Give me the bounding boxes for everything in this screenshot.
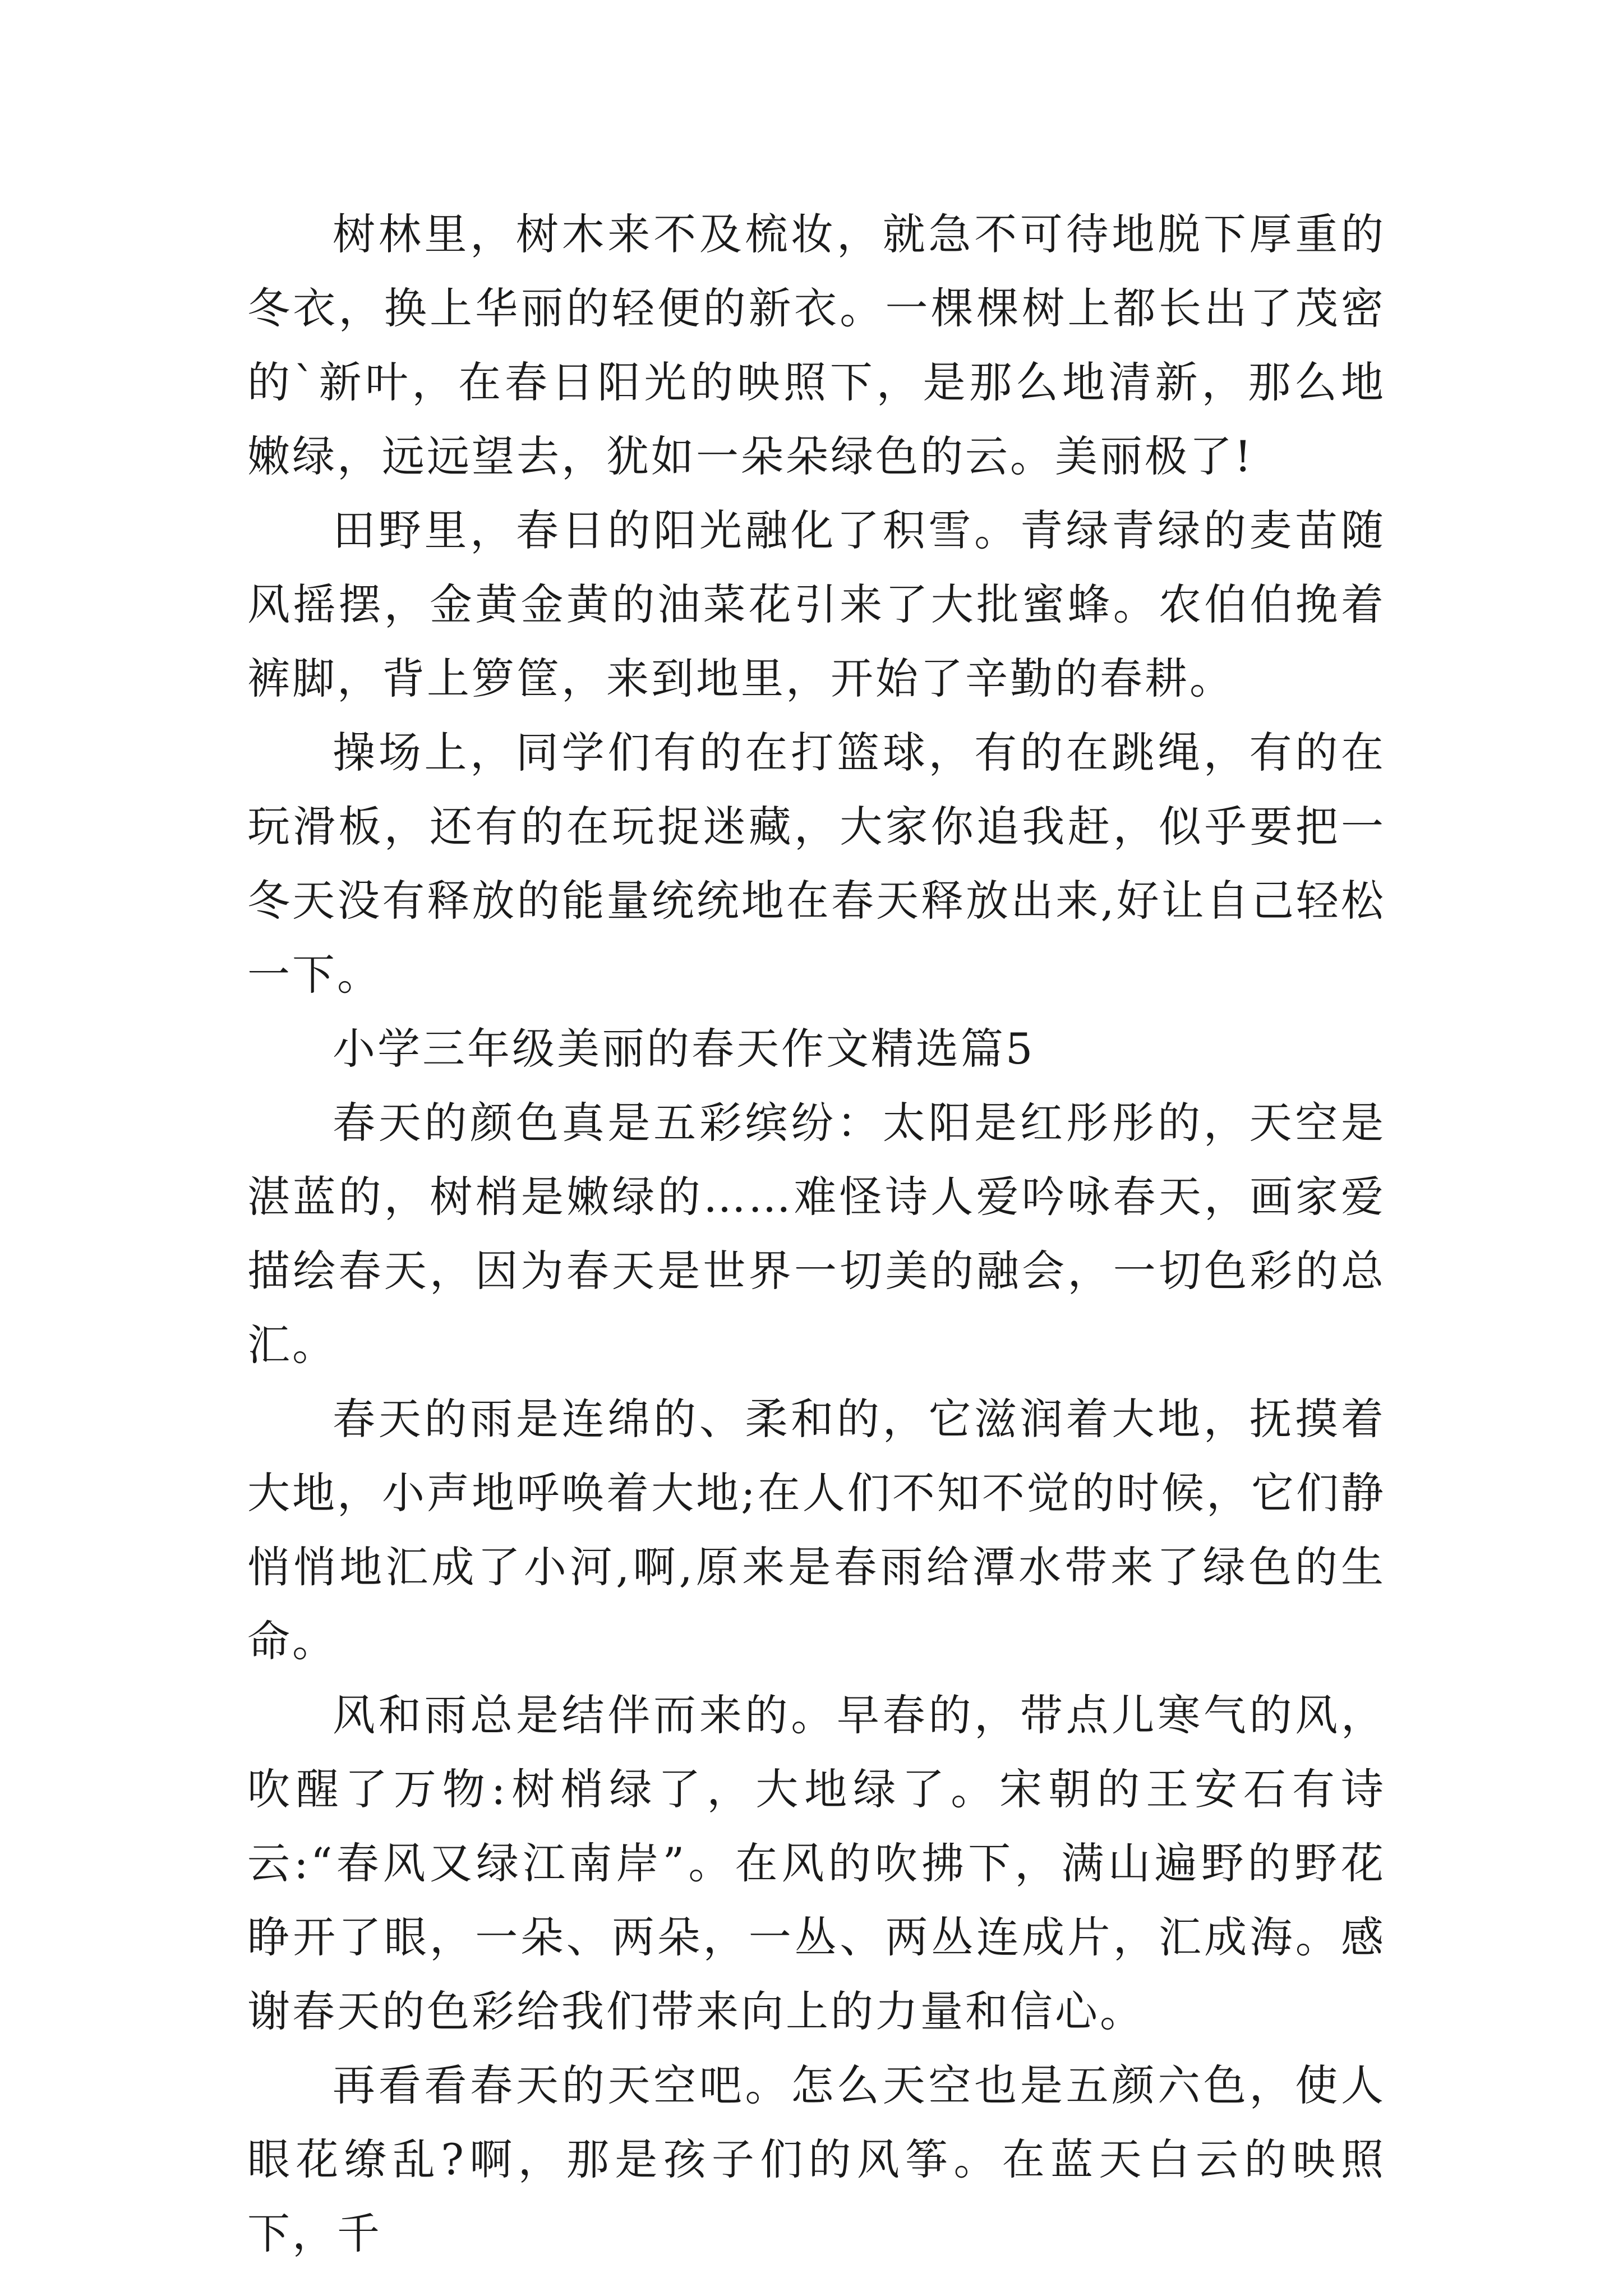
paragraph-spring-sky: 再看看春天的天空吧。怎么天空也是五颜六色，使人眼花缭乱?啊，那是孩子们的风筝。在蓝天白云的映照下，千	[247, 2060, 1386, 2258]
section-heading: 小学三年级美丽的春天作文精选篇5	[333, 1024, 1035, 1074]
paragraph-playground: 操场上，同学们有的在打篮球，有的在跳绳，有的在玩滑板，还有的在玩捉迷藏，大家你追我赶，似乎要把一冬天没有释放的能量统统地在春天释放出来,好让自己轻松一下。	[247, 728, 1386, 1000]
paragraph-wind-and-rain: 风和雨总是结伴而来的。早春的，带点儿寒气的风，吹醒了万物:树梢绿了，大地绿了。宋朝的王安石有诗云:“春风又绿江南岸”。在风的吹拂下，满山遍野的野花睁开了眼，一朵、两朵，一丛、两丛连成片，汇成海。感谢春天的色彩给我们带来向上的力量和信心。	[247, 1690, 1386, 2036]
document-body	[247, 197, 1386, 2271]
paragraph-forest: 树林里，树木来不及梳妆，就急不可待地脱下厚重的冬衣，换上华丽的轻便的新衣。一棵棵树上都长出了茂密的`新叶，在春日阳光的映照下，是那么地清新，那么地嫩绿，远远望去，犹如一朵朵绿色的云。美丽极了!	[247, 209, 1386, 481]
paragraph-spring-rain: 春天的雨是连绵的、柔和的，它滋润着大地，抚摸着大地，小声地呼唤着大地;在人们不知不觉的时候，它们静悄悄地汇成了小河,啊,原来是春雨给潭水带来了绿色的生命。	[247, 1394, 1386, 1666]
paragraph-fields: 田野里，春日的阳光融化了积雪。青绿青绿的麦苗随风摇摆，金黄金黄的油菜花引来了大批蜜蜂。农伯伯挽着裤脚，背上箩筐，来到地里，开始了辛勤的春耕。	[247, 505, 1386, 703]
paragraph-spring-colors: 春天的颜色真是五彩缤纷：太阳是红彤彤的，天空是湛蓝的，树梢是嫩绿的……难怪诗人爱吟咏春天，画家爱描绘春天，因为春天是世界一切美的融会，一切色彩的总汇。	[247, 1098, 1386, 1370]
